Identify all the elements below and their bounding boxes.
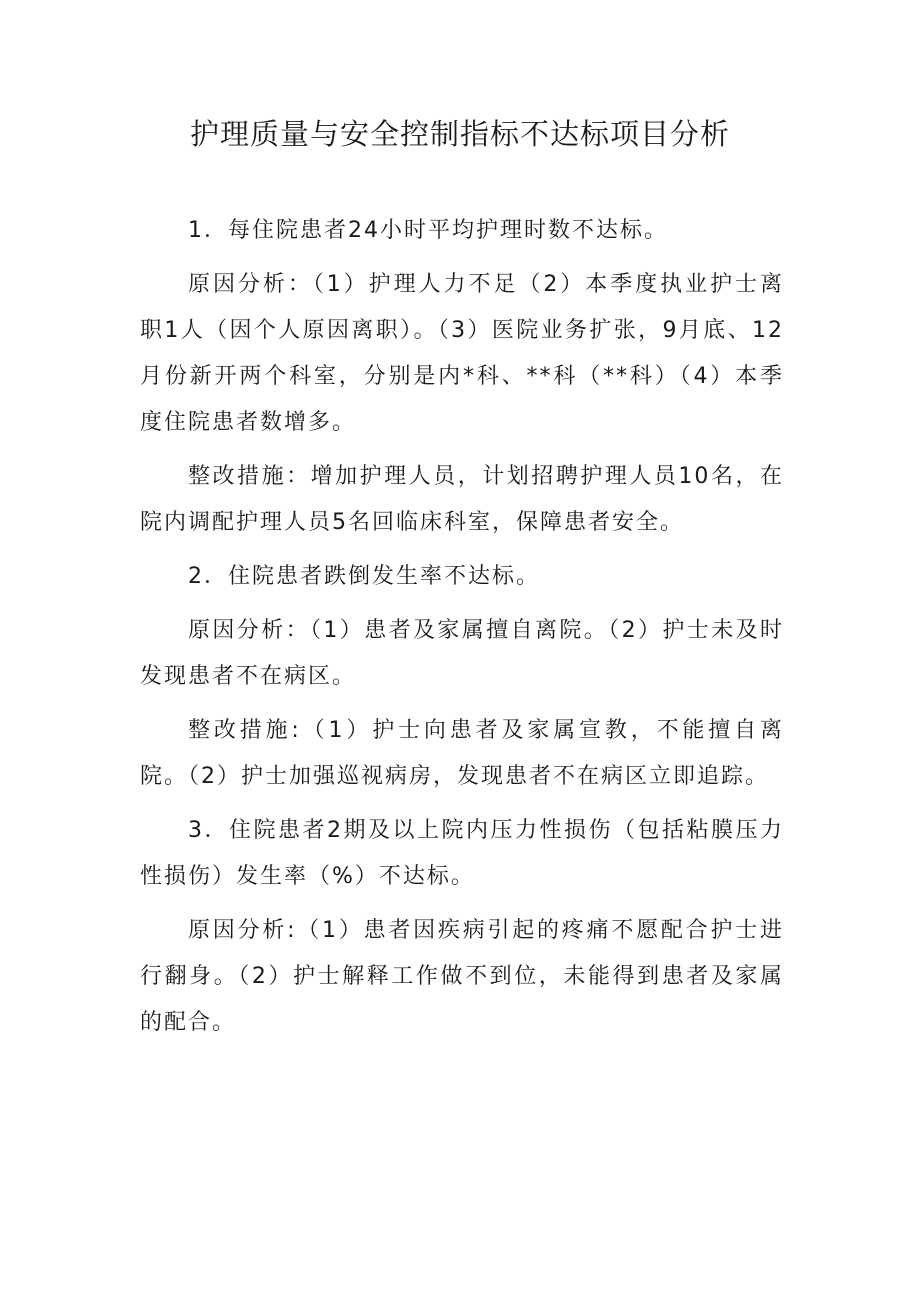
- document-body: [140, 208, 784, 1054]
- item-3-heading: 3．住院患者2期及以上院内压力性损伤（包括粘膜压力性损伤）发生率（%）不达标。: [140, 818, 784, 889]
- item-1-corrective-measures: 整改措施：增加护理人员，计划招聘护理人员10名，在院内调配护理人员5名回临床科室，保障患者安全。: [140, 464, 784, 535]
- document-title: 护理质量与安全控制指标不达标项目分析: [189, 117, 730, 151]
- item-1-cause-analysis: 原因分析：（1）护理人力不足（2）本季度执业护士离职1人（因个人原因离职）。（3）医院业务扩张，9月底、12月份新开两个科室，分别是内*科、**科（**科）（4）本季度住院患者数增多。: [140, 272, 784, 435]
- item-2-heading: 2．住院患者跌倒发生率不达标。: [188, 564, 540, 589]
- item-1-heading: 1．每住院患者24小时平均护理时数不达标。: [188, 218, 668, 243]
- item-2-cause-analysis: 原因分析：（1）患者及家属擅自离院。（2）护士未及时发现患者不在病区。: [140, 618, 784, 689]
- item-3-cause-analysis: 原因分析:（1）患者因疾病引起的疼痛不愿配合护士进行翻身。（2）护士解释工作做不到位，未能得到患者及家属的配合。: [140, 918, 784, 1035]
- item-2-corrective-measures: 整改措施:（1）护士向患者及家属宣教，不能擅自离院。（2）护士加强巡视病房，发现患者不在病区立即追踪。: [140, 718, 784, 789]
